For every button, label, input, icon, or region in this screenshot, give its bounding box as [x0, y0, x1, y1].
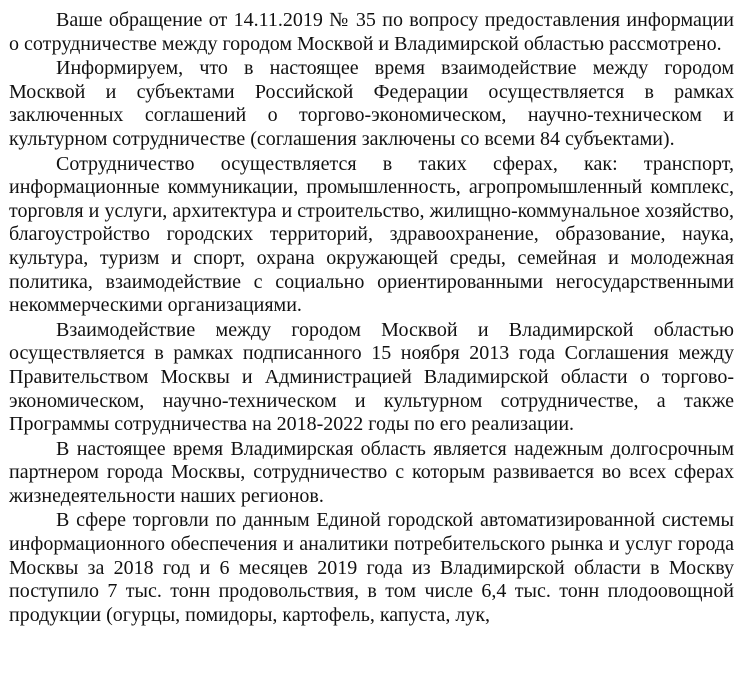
paragraph-inquiry-reviewed: Ваше обращение от 14.11.2019 № 35 по вопросу предоставления информации о сотрудничестве между городом Москвой и Владимирской областью рассмотрено. — [9, 9, 734, 55]
paragraph-cooperation-agreements: Информируем, что в настоящее время взаимодействие между городом Москвой и субъектами Российской Федерации осуществляется в рамках заключенных соглашений о торгово-экономическом, научно-техническом и культурном сотрудничестве (соглашения заключены со всеми 84 субъектами). — [9, 57, 734, 150]
paragraph-trade-data: В сфере торговли по данным Единой городской автоматизированной системы информационного обеспечения и аналитики потребительского рынка и услуг города Москвы за 2018 год и 6 месяцев 2019 года из Владимирской области в Москву поступило 7 тыс. тонн продовольствия, в том числе 6,4 тыс. тонн плодоовощной продукции (огурцы, помидоры, картофель, капуста, лук, — [9, 509, 734, 626]
paragraph-reliable-partner: В настоящее время Владимирская область является надежным долгосрочным партнером города Москвы, сотрудничество с которым развивается во всех сферах жизнедеятельности наших регионов. — [9, 437, 734, 507]
paragraph-cooperation-areas: Сотрудничество осуществляется в таких сферах, как: транспорт, информационные коммуникации, промышленность, агропромышленный комплекс, торговля и услуги, архитектура и строительство, жилищно-коммунальное хозяйство, благоустройство городских территорий, здравоохранение, образование, наука, культура, туризм и спорт, охрана окружающей среды, семейная и молодежная политика, взаимодействие с социально ориентированными негосударственными некоммерческими организациями. — [9, 152, 734, 317]
paragraph-moscow-vladimir-agreement: Взаимодействие между городом Москвой и Владимирской областью осуществляется в рамках подписанного 15 ноября 2013 года Соглашения между Правительством Москвы и Администрацией Владимирской области о торгово-экономическом, научно-техническом и культурном сотрудничестве, а также Программы сотрудничества на 2018-2022 годы по его реализации. — [9, 318, 734, 436]
